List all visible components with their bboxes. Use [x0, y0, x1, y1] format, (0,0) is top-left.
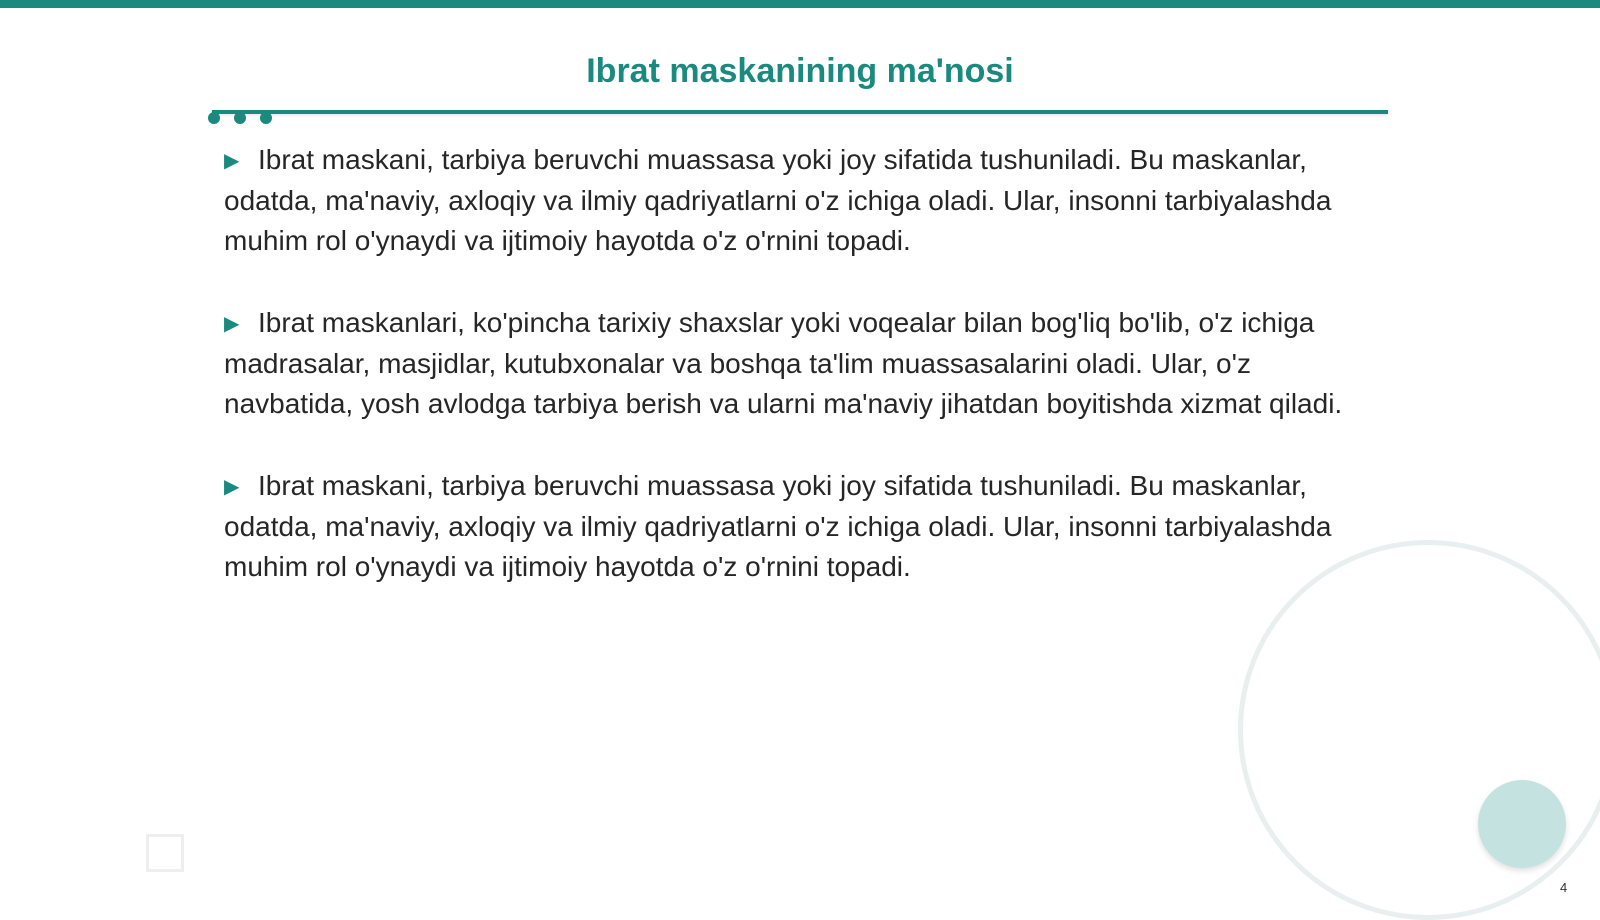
slide-body [224, 140, 1344, 629]
triangle-bullet-icon: ▶ [224, 313, 240, 335]
bullet-item [224, 140, 1344, 261]
decor-ring [1238, 540, 1600, 920]
bullet-item [224, 303, 1344, 424]
bullet-text: Ibrat maskanlari, ko'pincha tarixiy shaxslar yoki voqealar bilan bog'liq bo'lib, o'z ichiga madrasalar, masjidlar, kutubxonalar va boshqa ta'lim muassasalarini oladi. Ular, o'z navbatida, yosh avlodga tarbiya berish va ularni ma'naviy jihatdan boyitishda xizmat qiladi. [224, 307, 1343, 419]
decor-dot-2 [234, 112, 246, 124]
triangle-bullet-icon: ▶ [224, 476, 240, 498]
bullet-text: Ibrat maskani, tarbiya beruvchi muassasa yoki joy sifatida tushuniladi. Bu maskanlar, odatda, ma'naviy, axloqiy va ilmiy qadriyatlarni o'z ichiga oladi. Ular, insonni tarbiyalashda muhim rol o'ynaydi va ijtimoiy hayotda o'z o'rnini topadi. [224, 470, 1332, 582]
decor-circle [1478, 780, 1566, 868]
decor-square [146, 834, 184, 872]
page-number: 4 [1560, 880, 1568, 895]
decor-dot-3 [260, 112, 272, 124]
triangle-bullet-icon: ▶ [224, 150, 240, 172]
top-accent-bar [0, 0, 1600, 8]
bullet-item [224, 466, 1344, 587]
slide-title: Ibrat maskanining ma'nosi [586, 52, 1014, 90]
decor-dot-1 [208, 112, 220, 124]
bullet-text: Ibrat maskani, tarbiya beruvchi muassasa yoki joy sifatida tushuniladi. Bu maskanlar, odatda, ma'naviy, axloqiy va ilmiy qadriyatlarni o'z ichiga oladi. Ular, insonni tarbiyalashda muhim rol o'ynaydi va ijtimoiy hayotda o'z o'rnini topadi. [224, 144, 1332, 256]
title-underline [212, 110, 1388, 114]
